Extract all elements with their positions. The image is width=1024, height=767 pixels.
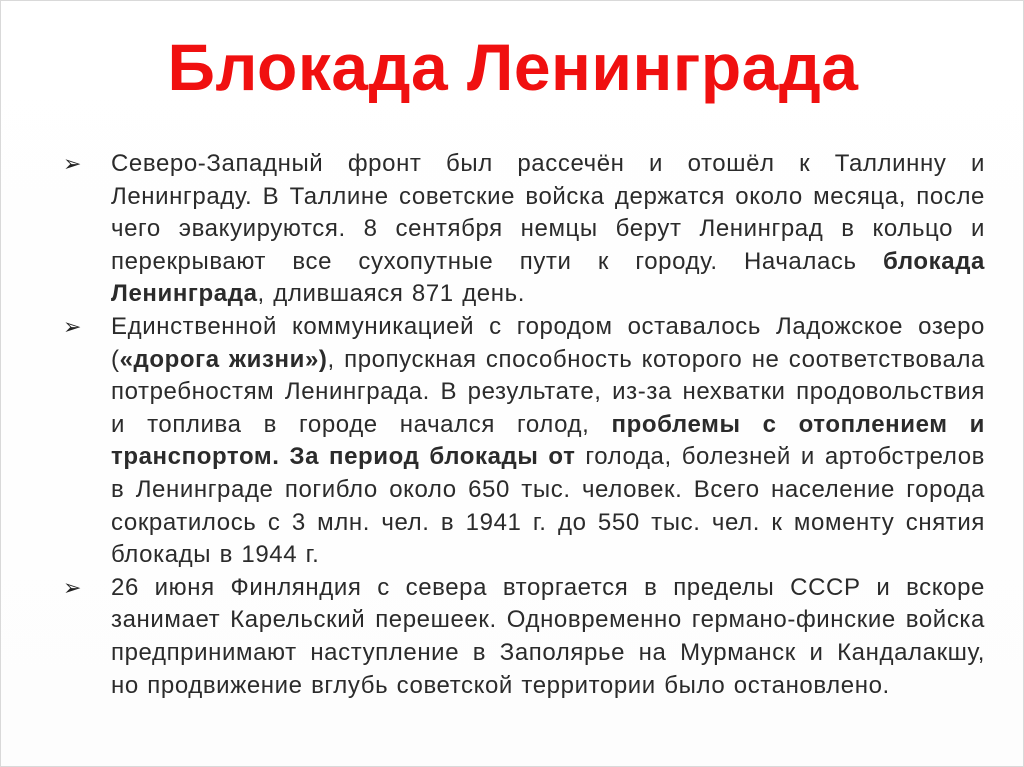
bullet-item-2 — [63, 311, 985, 572]
bullet-item-3 — [63, 572, 985, 702]
bullet-2-text-end: голода, болезней и артобстрелов в Ленинграде погибло около 650 тыс. человек. Всего население города сократилось с 3 млн. чел. в 1941 г. до 550 тыс. чел. к моменту снятия блокады в 1944 г. — [111, 443, 985, 569]
bullet-2-bold-problems: проблемы с отоплением и транспортом. За период блокады от — [111, 410, 985, 471]
arrow-bullet-icon: ➢ — [63, 575, 83, 601]
bullet-3-text: 26 июня Финляндия с севера вторгается в пределы СССР и вскоре занимает Карельский перешеек. Одновременно германо-финские войска предпринимают наступление в Заполярье на Мурманск и Кандалакшу, но продвижение вглубь советской территории было остановлено. — [111, 573, 985, 699]
bullet-item-1 — [63, 148, 985, 311]
bullet-2-text-mid: , пропускная способность которого не соответствовала потребностям Ленинграда. В результате, из-за нехватки продовольствия и топлива в городе начался голод, — [111, 345, 985, 438]
arrow-bullet-icon: ➢ — [63, 152, 83, 177]
bullet-2-bold-road: «дорога жизни») — [119, 345, 328, 373]
bullet-list — [63, 148, 985, 702]
bullet-1-text: Северо-Западный фронт был рассечён и отошёл к Таллинну и Ленинграду. В Таллине советские войска держатся около месяца, после чего эвакуируются. 8 сентября немцы берут Ленинград в кольцо и перекрывают все сухопутные пути к городу. Началась — [111, 150, 985, 275]
bullet-1-bold: блокада Ленинграда — [111, 247, 985, 308]
bullet-1-text-end: , длившаяся 871 день. — [257, 280, 525, 308]
slide-title: Блокада Ленинграда — [167, 30, 859, 104]
arrow-bullet-icon: ➢ — [63, 314, 83, 340]
bullet-2-text: Единственной коммуникацией с городом оставалось Ладожское озеро ( — [111, 312, 985, 373]
